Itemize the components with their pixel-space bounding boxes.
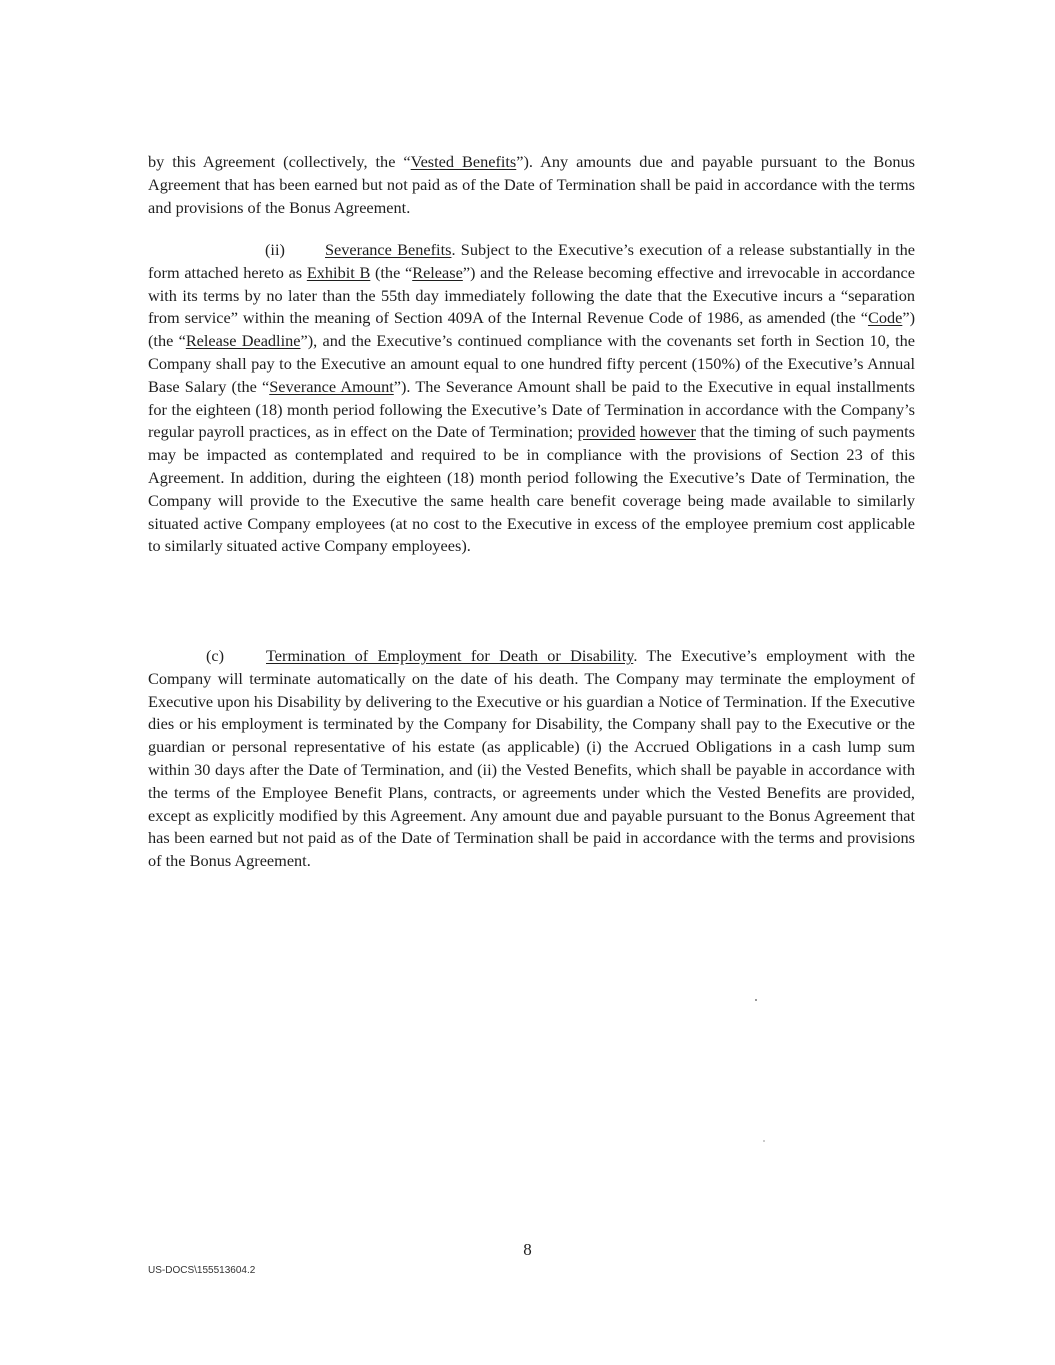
text: ”) and the Release becoming effective and irrevocable in accordance with its terms by no later than the 55th day immediately following the date that the Executive incurs a “separation from service” within the meaning of Section 409A of the Internal Revenue Code of 1986, as amended (the “: [148, 262, 916, 328]
defined-term-release: Release: [412, 262, 463, 282]
paragraph-vested-benefits-continuation: [148, 151, 915, 219]
term-provided: provided: [577, 422, 636, 442]
text: ”), and the Executive’s continued compliance with the covenants set forth in Section 10, the Company shall pay to the Executive an amount equal to one hundred fifty percent (150%) of the Executive’s Annual Base Salary (the “: [148, 331, 915, 396]
text: by this Agreement (collectively, the “: [148, 152, 411, 171]
clause-heading: Severance Benefits: [325, 240, 452, 259]
document-id: US-DOCS\155513604.2: [148, 1265, 256, 1276]
text: . Subject to the Executive’s execution of a release substantially in the form attached hereto as: [148, 240, 916, 282]
paragraph-severance-benefits: [148, 239, 915, 558]
scan-speck: [763, 1140, 765, 1142]
text: ”) (the “: [148, 308, 915, 351]
defined-term-severance-amount: Severance Amount: [269, 376, 394, 396]
text: (the “: [370, 262, 413, 282]
defined-term-exhibit-b: Exhibit B: [306, 262, 371, 282]
text: ”). The Severance Amount shall be paid to the Executive in equal installments for the eighteen (18) month period following the Executive’s Date of Termination in accordance with the Company’s regular payroll practices, as in effect on the Date of Termination;: [148, 376, 916, 442]
defined-term-release-deadline: Release Deadline: [185, 331, 301, 351]
defined-term-code: Code: [867, 308, 903, 328]
paragraph-death-or-disability: [148, 645, 915, 873]
term-however: however: [639, 422, 696, 442]
page-number: 8: [523, 1240, 532, 1259]
clause-number: (ii): [265, 240, 285, 259]
scan-speck: [755, 999, 757, 1001]
clause-number: (c): [206, 646, 225, 665]
text: that the timing of such payments may be impacted as contemplated and required to be in compliance with the provisions of Section 23 of this Agreement. In addition, during the eighteen (18) month period following the Executive’s Date of Termination, the Company will provide to the Executive the same health care benefit coverage being made available to similarly situated active Company employees (at no cost to the Executive in excess of the employee premium cost applicable to similarly situated active Company employees).: [148, 422, 915, 556]
defined-term-vested-benefits: Vested Benefits: [410, 152, 517, 171]
text: . The Executive’s employment with the Company will terminate automatically on the date of his death. The Company may terminate the employment of Executive upon his Disability by delivering to the Executive or his guardian a Notice of Termination. If the Executive dies or his employment is terminated by the Company for Disability, the Company shall pay to the Executive or the guardian or personal representative of his estate (as applicable) (i) the Accrued Obligations in a cash lump sum within 30 days after the Date of Termination, and (ii) the Vested Benefits, which shall be payable in accordance with the terms of the Employee Benefit Plans, contracts, or agreements under which the Vested Benefits are provided, except as explicitly modified by this Agreement. Any amount due and payable pursuant to the Bonus Agreement that has been earned but not paid as of the Date of Termination shall be paid in accordance with the terms and provisions of the Bonus Agreement.: [148, 646, 916, 871]
clause-heading: Termination of Employment for Death or Disability: [266, 646, 634, 665]
text: ”). Any amounts due and payable pursuant to the Bonus Agreement that has been earned but not paid as of the Date of Termination shall be paid in accordance with the terms and provisions of the Bonus Agreement.: [148, 152, 916, 217]
